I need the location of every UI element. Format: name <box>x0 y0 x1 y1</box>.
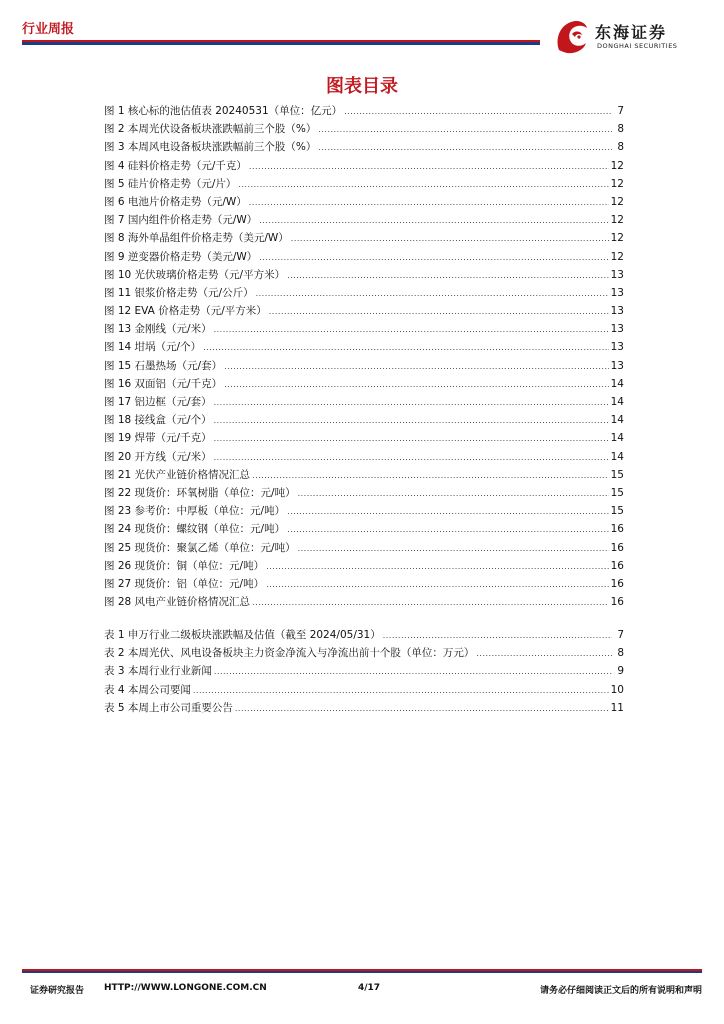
figure-entry-page: 16 <box>610 596 624 609</box>
figure-entry-page: 14 <box>610 432 624 445</box>
figure-entry-label: 图 24 现货价：螺纹钢（单位：元/吨） <box>104 523 286 536</box>
figure-entry[interactable] <box>104 139 624 157</box>
figure-entry[interactable] <box>104 430 624 448</box>
figure-entry-page: 15 <box>610 468 624 481</box>
dot-leader <box>224 380 609 389</box>
figure-entry[interactable] <box>104 467 624 485</box>
table-entry[interactable] <box>104 663 624 681</box>
figure-entry-page: 13 <box>610 359 624 372</box>
figure-entry-page: 15 <box>610 505 624 518</box>
dot-leader <box>193 686 609 695</box>
figure-entry[interactable] <box>104 303 624 321</box>
dot-leader <box>269 307 609 316</box>
figure-entry[interactable] <box>104 558 624 576</box>
figure-entry[interactable] <box>104 121 624 139</box>
figure-entry-page: 14 <box>610 414 624 427</box>
dot-leader <box>235 704 609 713</box>
figure-entry-page: 13 <box>610 341 624 354</box>
table-entry-label: 表 1 申万行业二级板块涨跌幅及估值（截至 2024/05/31） <box>104 629 381 641</box>
dot-leader <box>298 489 609 498</box>
table-entry-page: 10 <box>610 683 624 696</box>
figure-entry-label: 图 18 接线盒（元/个） <box>104 414 212 427</box>
figure-entry-page: 13 <box>610 286 624 299</box>
figure-entry-label: 图 7 国内组件价格走势（元/W） <box>104 214 258 227</box>
dot-leader <box>259 253 608 262</box>
figure-entry[interactable] <box>104 358 624 376</box>
table-list <box>104 627 624 718</box>
dot-leader <box>298 544 609 553</box>
figure-entry-page: 12 <box>610 232 624 245</box>
figure-entry[interactable] <box>104 176 624 194</box>
figure-entry-label: 图 26 现货价：铜（单位：元/吨） <box>104 559 265 572</box>
figure-entry[interactable] <box>104 267 624 285</box>
figure-entry[interactable] <box>104 394 624 412</box>
figure-entry-page: 8 <box>617 123 624 136</box>
figure-entry[interactable] <box>104 158 624 176</box>
dot-leader <box>287 507 609 516</box>
figure-entry-label: 图 2 本周光伏设备板块涨跌幅前三个股（%） <box>104 123 317 136</box>
dot-leader <box>203 343 609 352</box>
figure-entry-page: 12 <box>610 214 624 227</box>
dot-leader <box>214 325 609 334</box>
figure-entry-label: 图 10 光伏玻璃价格走势（元/平方米） <box>104 268 286 281</box>
figure-entry[interactable] <box>104 503 624 521</box>
figure-entry-label: 图 20 开方线（元/米） <box>104 450 212 463</box>
figure-entry-label: 图 22 现货价：环氧树脂（单位：元/吨） <box>104 486 296 499</box>
dot-leader <box>252 598 609 607</box>
figure-entry-page: 16 <box>610 523 624 536</box>
figure-entry-page: 12 <box>610 195 624 208</box>
figure-entry[interactable] <box>104 540 624 558</box>
figure-entry-page: 16 <box>610 541 624 554</box>
dot-leader <box>259 216 608 225</box>
dot-leader <box>266 580 609 589</box>
page-title: 图表目录 <box>326 76 398 97</box>
table-entry-page: 11 <box>610 701 624 714</box>
figure-entry-page: 13 <box>610 305 624 318</box>
dot-leader <box>214 434 609 443</box>
figure-entry-label: 图 1 核心标的池估值表 20240531（单位：亿元） <box>104 105 343 117</box>
table-entry[interactable] <box>104 682 624 700</box>
figure-entry[interactable] <box>104 285 624 303</box>
figure-entry-label: 图 17 铝边框（元/套） <box>104 396 212 408</box>
figure-entry-page: 13 <box>610 268 624 281</box>
figure-entry-label: 图 12 EVA 价格走势（元/平方米） <box>104 305 267 318</box>
footer-rule <box>22 969 702 973</box>
figure-entry-page: 14 <box>610 450 624 463</box>
dot-leader <box>476 649 612 658</box>
figure-entry-page: 16 <box>610 559 624 572</box>
footer-page-number: 4/17 <box>358 983 381 993</box>
figure-entry-label: 图 5 硅片价格走势（元/片） <box>104 177 237 190</box>
figure-entry[interactable] <box>104 576 624 594</box>
figure-entry-page: 12 <box>610 250 624 263</box>
figure-entry-page: 14 <box>610 377 624 390</box>
dot-leader <box>214 453 609 462</box>
figure-entry-label: 图 4 硅料价格走势（元/千克） <box>104 159 247 172</box>
table-entry-label: 表 3 本周行业行业新闻 <box>104 665 212 678</box>
figure-entry[interactable] <box>104 339 624 357</box>
table-entry-page: 7 <box>617 629 624 641</box>
dot-leader <box>238 180 608 189</box>
table-entry-label: 表 5 本周上市公司重要公告 <box>104 701 233 714</box>
dot-leader <box>318 143 612 152</box>
figure-entry[interactable] <box>104 449 624 467</box>
figure-entry-label: 图 13 金刚线（元/米） <box>104 323 212 336</box>
figure-entry-label: 图 11 银浆价格走势（元/公斤） <box>104 286 254 299</box>
figure-entry-label: 图 19 焊带（元/千克） <box>104 432 212 445</box>
figure-entry[interactable] <box>104 230 624 248</box>
dot-leader <box>224 362 609 371</box>
dot-leader <box>249 162 609 171</box>
table-entry-label: 表 4 本周公司要闻 <box>104 683 191 696</box>
logo-chinese-text: 东海证券 <box>595 23 668 42</box>
figure-entry[interactable] <box>104 412 624 430</box>
dot-leader <box>252 471 609 480</box>
footer-url-link[interactable]: HTTP://WWW.LONGONE.COM.CN <box>104 983 267 993</box>
dot-leader <box>214 398 609 407</box>
figure-list <box>104 103 624 612</box>
figure-entry-label: 图 3 本周风电设备板块涨跌幅前三个股（%） <box>104 141 317 154</box>
figure-entry[interactable] <box>104 212 624 230</box>
dot-leader <box>344 107 612 116</box>
dot-leader <box>249 198 609 207</box>
figure-entry[interactable] <box>104 194 624 212</box>
figure-entry[interactable] <box>104 103 624 121</box>
figure-entry-page: 15 <box>610 486 624 499</box>
figure-entry[interactable] <box>104 249 624 267</box>
figure-entry-label: 图 21 光伏产业链价格情况汇总 <box>104 468 251 481</box>
logo-english-text: DONGHAI SECURITIES <box>597 42 678 50</box>
donghai-dragon-logo-icon <box>553 16 591 56</box>
dot-leader <box>287 525 609 534</box>
table-entry-page: 8 <box>617 647 624 660</box>
figure-entry-label: 图 27 现货价：铝（单位：元/吨） <box>104 577 265 590</box>
figure-entry-label: 图 16 双面铝（元/千克） <box>104 377 223 390</box>
figure-entry-page: 14 <box>610 396 624 408</box>
dot-leader <box>214 667 612 676</box>
dot-leader <box>214 416 609 425</box>
dot-leader <box>287 271 609 280</box>
figure-entry-label: 图 15 石墨热场（元/套） <box>104 359 223 372</box>
figure-entry[interactable] <box>104 521 624 539</box>
figure-entry-page: 12 <box>610 177 624 190</box>
figure-entry-label: 图 14 坩埚（元/个） <box>104 341 202 354</box>
figure-entry-page: 13 <box>610 323 624 336</box>
table-entry-page: 9 <box>617 665 624 678</box>
figure-entry-page: 8 <box>617 141 624 154</box>
figure-entry-label: 图 25 现货价：聚氯乙烯（单位：元/吨） <box>104 541 296 554</box>
figure-entry-label: 图 6 电池片价格走势（元/W） <box>104 195 247 208</box>
figure-entry[interactable] <box>104 376 624 394</box>
figure-entry-label: 图 8 海外单晶组件价格走势（美元/W） <box>104 232 289 245</box>
page-header <box>0 0 724 60</box>
dot-leader <box>318 125 612 134</box>
figure-entry-page: 7 <box>617 105 624 117</box>
figure-entry-page: 16 <box>610 577 624 590</box>
company-logo <box>553 16 703 56</box>
figure-entry[interactable] <box>104 321 624 339</box>
table-entry[interactable] <box>104 645 624 663</box>
dot-leader <box>383 631 612 640</box>
footer-disclaimer: 请务必仔细阅读正文后的所有说明和声明 <box>539 986 702 996</box>
figure-entry-label: 图 9 逆变器价格走势（美元/W） <box>104 250 258 263</box>
figure-entry-page: 12 <box>610 159 624 172</box>
dot-leader <box>291 234 609 243</box>
table-entry-label: 表 2 本周光伏、风电设备板块主力资金净流入与净流出前十个股（单位：万元） <box>104 647 475 660</box>
header-rule <box>22 40 540 45</box>
dot-leader <box>256 289 609 298</box>
table-entry[interactable] <box>104 700 624 718</box>
dot-leader <box>266 562 609 571</box>
figure-entry[interactable] <box>104 594 624 612</box>
figure-entry[interactable] <box>104 485 624 503</box>
figure-entry-label: 图 23 参考价：中厚板（单位：元/吨） <box>104 505 286 518</box>
footer-report-type: 证券研究报告 <box>30 986 85 996</box>
section-label: 行业周报 <box>22 22 75 37</box>
figure-entry-label: 图 28 风电产业链价格情况汇总 <box>104 596 251 609</box>
table-entry[interactable] <box>104 627 624 645</box>
